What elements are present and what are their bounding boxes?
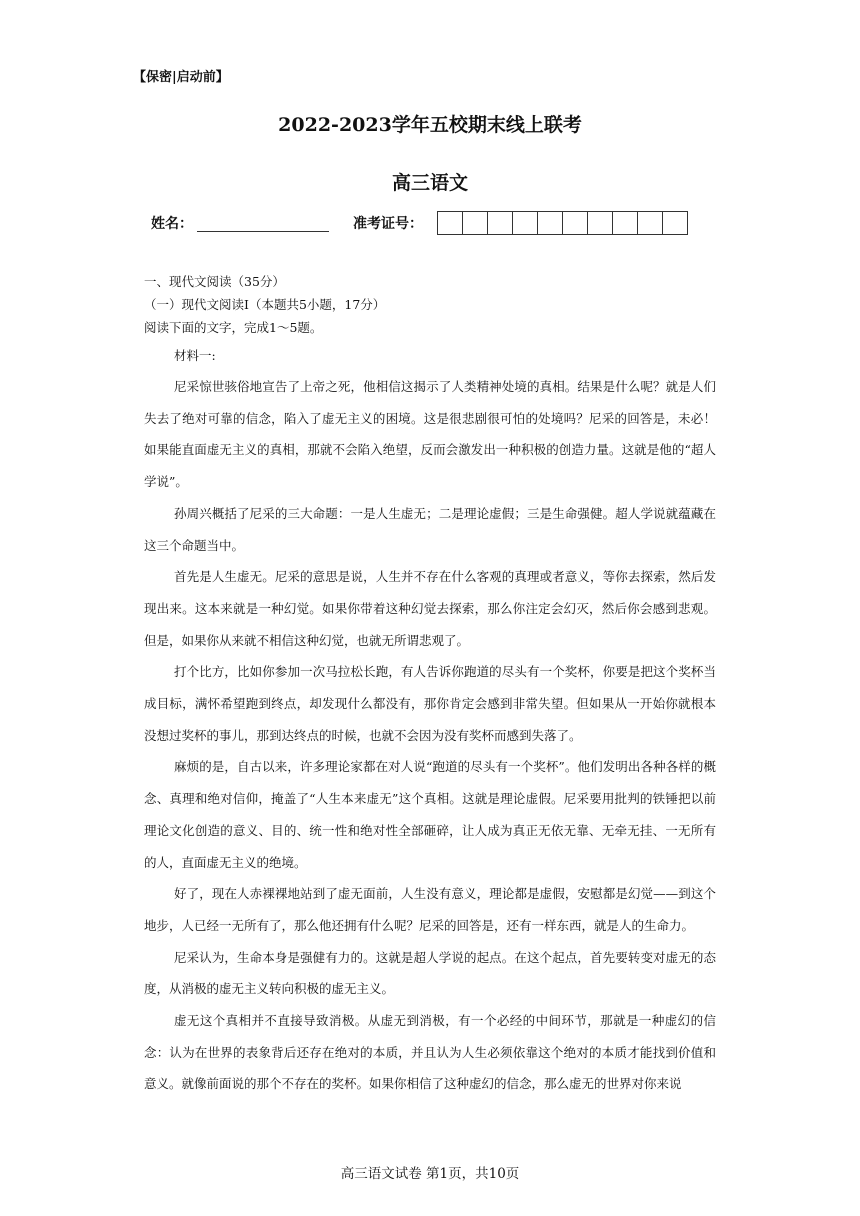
article-paragraph: 麻烦的是，自古以来，许多理论家都在对人说“跑道的尽头有一个奖杯”。他们发明出各种各样的概念、真理和绝对信仰，掩盖了“人生本来虚无”这个真相。这就是理论虚假。尼采要用批判的铁锤把以前理论文化创造的意义、目的、统一性和绝对性全部砸碎，让人成为真正无依无靠、无牵无挂、一无所有的人，直面虚无主义的绝境。 xyxy=(144,759,716,870)
exam-id-digit-box[interactable] xyxy=(463,211,488,235)
article-paragraph: 好了，现在人赤裸裸地站到了虚无面前，人生没有意义，理论都是虚假，安慰都是幻觉——到这个地步，人已经一无所有了，那么他还拥有什么呢？尼采的回答是，还有一样东西，就是人的生命力。 xyxy=(144,886,716,933)
page-footer: 高三语文试卷 第1页，共10页 xyxy=(340,1166,520,1182)
article-paragraph: 首先是人生虚无。尼采的意思是说，人生并不存在什么客观的真理或者意义，等你去探索，然后发现出来。这本来就是一种幻觉。如果你带着这种幻觉去探索，那么你注定会幻灭，然后你会感到悲观。但是，如果你从来就不相信这种幻觉，也就无所谓悲观了。 xyxy=(144,569,716,648)
exam-id-digit-box[interactable] xyxy=(538,211,563,235)
article-paragraph: 打个比方，比如你参加一次马拉松长跑，有人告诉你跑道的尽头有一个奖杯，你要是把这个奖杯当成目标，满怀希望跑到终点，却发现什么都没有，那你肯定会感到非常失望。但如果从一开始你就根本没想过奖杯的事儿，那到达终点的时候，也就不会因为没有奖杯而感到失落了。 xyxy=(144,664,716,743)
exam-id-label: 准考证号： xyxy=(353,216,423,232)
material-label: 材料一: xyxy=(174,348,216,363)
exam-id-digit-box[interactable] xyxy=(638,211,663,235)
exam-id-digit-box[interactable] xyxy=(588,211,613,235)
exam-id-boxes[interactable] xyxy=(437,211,688,235)
article-paragraph: 虚无这个真相并不直接导致消极。从虚无到消极，有一个必经的中间环节，那就是一种虚幻的信念：认为在世界的表象背后还存在绝对的本质，并且认为人生必须依靠这个绝对的本质才能找到价值和意义。就像前面说的那个不存在的奖杯。如果你相信了这种虚幻的信念，那么虚无的世界对你来说 xyxy=(144,1013,716,1092)
article-body xyxy=(144,371,716,1100)
exam-id-digit-box[interactable] xyxy=(613,211,638,235)
reading-instruction: 阅读下面的文字，完成1～5题。 xyxy=(144,320,323,335)
exam-id-digit-box[interactable] xyxy=(488,211,513,235)
confidential-mark: 【保密|启动前】 xyxy=(133,70,229,85)
name-label: 姓名： xyxy=(151,216,193,232)
exam-title: 2022-2023学年五校期末线上联考 xyxy=(278,114,582,136)
section-heading: 一、现代文阅读（35分） xyxy=(144,274,285,289)
name-field[interactable] xyxy=(197,215,329,232)
article-paragraph: 孙周兴概括了尼采的三大命题：一是人生虚无；二是理论虚假；三是生命强健。超人学说就蕴藏在这三个命题当中。 xyxy=(144,505,716,553)
exam-id-digit-box[interactable] xyxy=(563,211,588,235)
exam-id-digit-box[interactable] xyxy=(437,211,463,235)
exam-id-digit-box[interactable] xyxy=(513,211,538,235)
article-paragraph: 尼采认为，生命本身是强健有力的。这就是超人学说的起点。在这个起点，首先要转变对虚无的态度，从消极的虚无主义转向积极的虚无主义。 xyxy=(144,949,716,997)
exam-id-digit-box[interactable] xyxy=(663,211,688,235)
student-info-row xyxy=(151,212,688,234)
subsection-heading: （一）现代文阅读Ⅰ（本题共5小题，17分） xyxy=(144,297,386,312)
subject-title: 高三语文 xyxy=(391,172,468,194)
article-paragraph: 尼采惊世骇俗地宣告了上帝之死，他相信这揭示了人类精神处境的真相。结果是什么呢？就是人们失去了绝对可靠的信念，陷入了虚无主义的困境。这是很悲剧很可怕的处境吗？尼采的回答是，未必！如果能直面虚无主义的真相，那就不会陷入绝望，反而会激发出一种积极的创造力量。这就是他的“超人学说”。 xyxy=(144,379,716,490)
